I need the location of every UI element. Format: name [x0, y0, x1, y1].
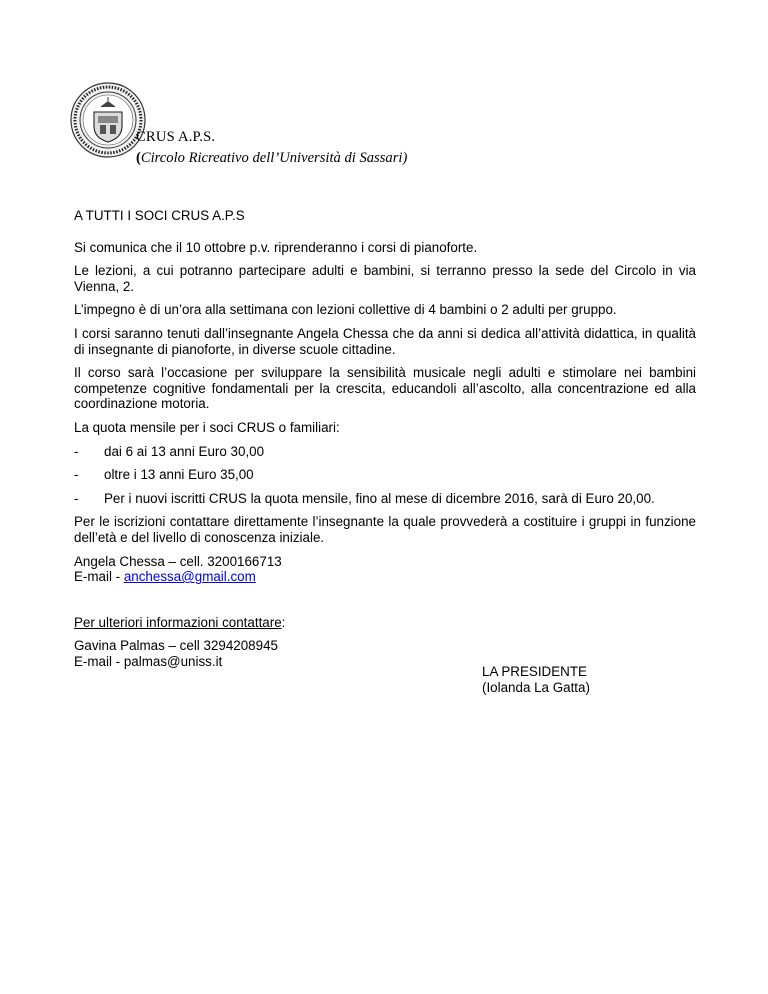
- paragraph-commitment: L’impegno è di un’ora alla settimana con lezioni collettive di 4 bambini o 2 adulti per gruppo.: [74, 302, 617, 318]
- paragraph-resume: Si comunica che il 10 ottobre p.v. riprenderanno i corsi di pianoforte.: [74, 239, 478, 255]
- organization-name: CRUS A.P.S.: [136, 129, 216, 145]
- subtitle-open-paren: (: [136, 150, 141, 166]
- list-item: [74, 444, 696, 460]
- fee-item-text: dai 6 ai 13 anni Euro 30,00: [104, 443, 265, 459]
- paragraph-location: Le lezioni, a cui potranno partecipare adulti e bambini, si terranno presso la sede del Circolo in via Vienna, 2.: [74, 263, 696, 294]
- organization-subtitle: [136, 150, 407, 167]
- paragraph-fee-intro: La quota mensile per i soci CRUS o familiari:: [74, 419, 340, 435]
- university-seal-icon: [70, 82, 146, 158]
- more-info-colon: :: [281, 614, 286, 630]
- bullet-dash: -: [74, 490, 79, 506]
- more-info-label: Per ulteriori informazioni contattare: [74, 614, 282, 630]
- subtitle-text: Circolo Ricreativo dell’Università di Sassari): [140, 150, 408, 166]
- signature-block: [482, 664, 590, 695]
- fee-list: [74, 444, 696, 507]
- teacher-contact: Angela Chessa – cell. 3200166713: [74, 553, 282, 569]
- teacher-email-link[interactable]: anchessa@gmail.com: [123, 569, 256, 585]
- paragraph-teacher: I corsi saranno tenuti dall’insegnante Angela Chessa che da anni si dedica all’attività didattica, in qualità di insegnante di pianoforte, in diverse scuole cittadine.: [74, 325, 696, 357]
- signature-name: (Iolanda La Gatta): [482, 679, 590, 695]
- fee-item-text: oltre i 13 anni Euro 35,00: [104, 467, 254, 483]
- bullet-dash: -: [74, 467, 79, 483]
- signature-role: LA PRESIDENTE: [482, 664, 587, 679]
- fee-item-text: Per i nuovi iscritti CRUS la quota mensile, fino al mese di dicembre 2016, sarà di Euro 20,00.: [104, 490, 655, 506]
- paragraph-course-goals: Il corso sarà l’occasione per sviluppare la sensibilità musicale negli adulti e stimolare nei bambini competenze cognitive fondamentali per la crescita, educandoli all’ascolto, alla concentrazione ed alla coordinazione motoria.: [74, 365, 696, 412]
- section-spacer: [74, 585, 696, 615]
- admin-contact: Gavina Palmas – cell 3294208945: [74, 638, 278, 654]
- admin-email-line: E-mail - palmas@uniss.it: [74, 653, 223, 669]
- bullet-dash: -: [74, 443, 79, 459]
- list-item: [74, 467, 696, 483]
- email-prefix: E-mail -: [74, 569, 124, 585]
- more-info-heading: [74, 615, 696, 631]
- letter-body: [74, 208, 696, 669]
- letter-heading: A TUTTI I SOCI CRUS A.P.S: [74, 208, 245, 223]
- paragraph-enrollment: Per le iscrizioni contattare direttamente l’insegnante la quale provvederà a costituire i gruppi in funzione dell’età e del livello di conoscenza iniziale.: [74, 514, 696, 545]
- teacher-email-line: [74, 569, 696, 585]
- list-item: [74, 491, 696, 507]
